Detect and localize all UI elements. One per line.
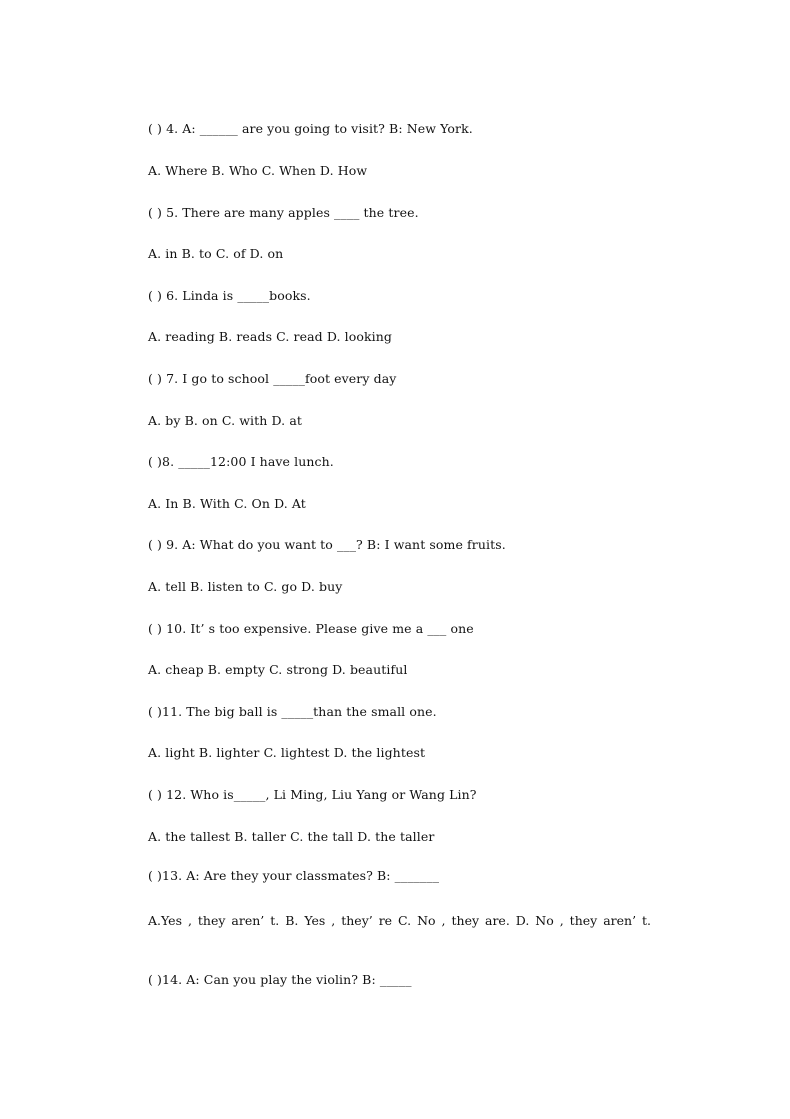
question-10-stem: ( ) 10. It’ s too expensive. Please give me a ___ one [148, 621, 474, 636]
question-9-options: A. tell B. listen to C. go D. buy [148, 579, 343, 594]
question-7-options: A. by B. on C. with D. at [148, 413, 303, 428]
question-12-stem: ( ) 12. Who is_____, Li Ming, Liu Yang or Wang Lin? [148, 787, 477, 802]
question-12-options: A. the tallest B. taller C. the tall D. the taller [148, 829, 435, 844]
question-14-stem: ( )14. A: Can you play the violin? B: _____ [148, 972, 412, 987]
question-13-options: A.Yes , they aren’ t. B. Yes , they’ re C. No , they are. D. No , they aren’ t. [148, 913, 652, 928]
question-4-options: A. Where B. Who C. When D. How [148, 163, 368, 178]
question-4-stem: ( ) 4. A: ______ are you going to visit? B: New York. [148, 121, 473, 136]
question-6-stem: ( ) 6. Linda is _____books. [148, 288, 311, 303]
question-10-options: A. cheap B. empty C. strong D. beautiful [148, 662, 408, 677]
question-9-stem: ( ) 9. A: What do you want to ___? B: I want some fruits. [148, 537, 506, 552]
question-11-stem: ( )11. The big ball is _____than the small one. [148, 704, 437, 719]
question-8-options: A. In B. With C. On D. At [148, 496, 306, 511]
question-7-stem: ( ) 7. I go to school _____foot every day [148, 371, 397, 386]
question-5-options: A. in B. to C. of D. on [148, 246, 284, 261]
question-8-stem: ( )8. _____12:00 I have lunch. [148, 454, 334, 469]
question-11-options: A. light B. lighter C. lightest D. the lightest [148, 745, 426, 760]
question-6-options: A. reading B. reads C. read D. looking [148, 329, 393, 344]
question-13-stem: ( )13. A: Are they your classmates? B: _______ [148, 868, 440, 883]
question-5-stem: ( ) 5. There are many apples ____ the tree. [148, 205, 419, 220]
